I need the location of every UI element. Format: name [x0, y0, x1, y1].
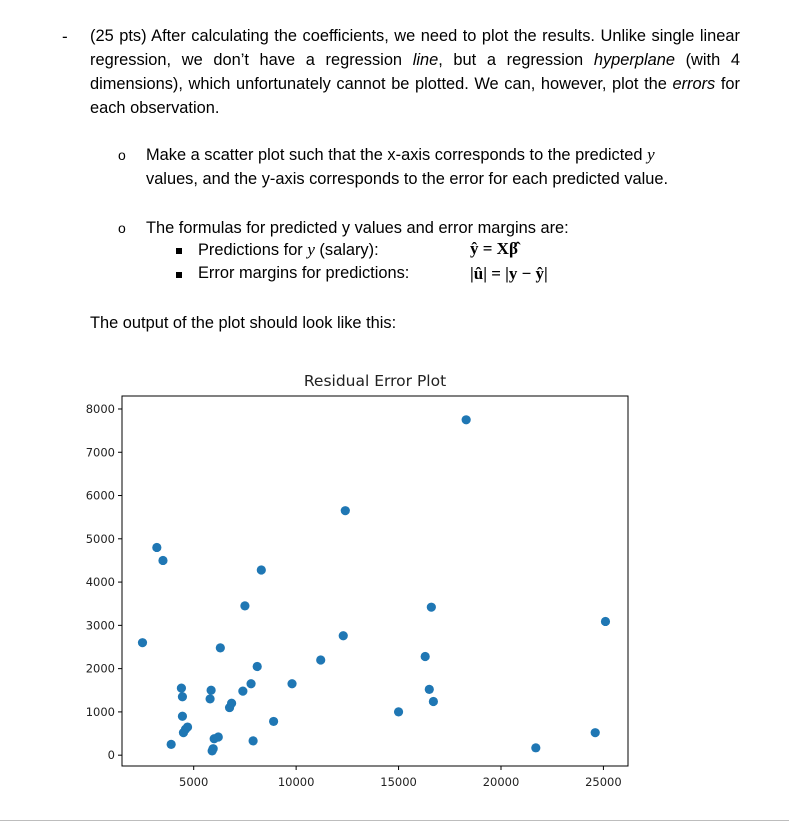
scatter-point — [287, 679, 296, 688]
prediction-label-text: Predictions for — [198, 241, 308, 259]
scatter-point — [421, 652, 430, 661]
output-description: The output of the plot should look like this: — [90, 314, 397, 332]
x-tick-label: 15000 — [380, 775, 417, 789]
scatter-point — [339, 631, 348, 640]
scatter-point — [257, 565, 266, 574]
scatter-point — [316, 655, 325, 664]
scatter-point — [601, 617, 610, 626]
scatter-point — [158, 556, 167, 565]
question-text-2: , but a regression — [438, 51, 594, 69]
question-italic-hyperplane: hyperplane — [593, 51, 675, 69]
instruction-scatter-var: y — [647, 145, 655, 164]
bottom-divider — [0, 820, 789, 821]
circle-bullet-1: o — [118, 147, 126, 163]
scatter-point — [591, 728, 600, 737]
question-paragraph — [90, 24, 740, 120]
instruction-scatter-text-a: Make a scatter plot such that the x-axis corresponds to the predicted — [146, 146, 648, 164]
y-tick-label: 2000 — [85, 661, 115, 676]
scatter-point — [462, 415, 471, 424]
scatter-point — [138, 638, 147, 647]
scatter-point — [341, 506, 350, 515]
scatter-point — [394, 707, 403, 716]
question-text-4: for each observation. — [90, 75, 740, 117]
prediction-formula: ŷ = Xβ̂ — [470, 239, 518, 258]
y-tick-label: 5000 — [85, 531, 115, 546]
scatter-point — [205, 694, 214, 703]
scatter-point — [178, 712, 187, 721]
scatter-point — [227, 699, 236, 708]
x-tick-label: 25000 — [585, 775, 622, 789]
residual-error-plot — [0, 360, 789, 805]
instruction-scatter-text-b: values, and the y-axis corresponds to the error for each predicted value. — [146, 170, 669, 188]
y-tick-label: 8000 — [85, 401, 115, 416]
instruction-formulas: The formulas for predicted y values and error margins are: — [146, 219, 569, 237]
scatter-point — [178, 692, 187, 701]
error-formula: |û| = |y − ŷ| — [470, 264, 548, 283]
scatter-point — [240, 601, 249, 610]
scatter-point — [429, 697, 438, 706]
scatter-point — [269, 717, 278, 726]
y-axis — [86, 402, 122, 762]
scatter-point — [216, 643, 225, 652]
y-tick-label: 1000 — [85, 704, 115, 719]
square-bullet-2 — [176, 272, 182, 278]
scatter-points — [138, 415, 610, 755]
scatter-point — [427, 603, 436, 612]
y-tick-label: 6000 — [85, 488, 115, 503]
x-tick-label: 10000 — [277, 775, 315, 789]
scatter-point — [177, 684, 186, 693]
question-italic-errors: errors — [672, 75, 716, 93]
circle-bullet-2: o — [118, 220, 126, 236]
error-label: Error margins for predictions: — [198, 264, 410, 282]
prediction-label-suffix: (salary): — [314, 241, 379, 259]
y-tick-label: 0 — [107, 748, 115, 763]
prediction-label — [198, 240, 379, 260]
scatter-point — [425, 685, 434, 694]
x-tick-label: 5000 — [179, 775, 209, 789]
scatter-point — [531, 743, 540, 752]
dash-bullet: - — [62, 27, 68, 46]
chart-title: Residual Error Plot — [303, 372, 447, 390]
question-points: (25 pts) — [90, 27, 147, 45]
scatter-point — [152, 543, 161, 552]
scatter-point — [214, 732, 223, 741]
scatter-point — [246, 679, 255, 688]
y-tick-label: 3000 — [85, 618, 115, 633]
question-italic-line: line — [412, 51, 439, 69]
y-tick-label: 7000 — [85, 445, 115, 460]
question-text-1: After calculating the coefficients, we need to plot the results. Unlike single linear regression, we don’t have a regression — [90, 27, 740, 69]
scatter-point — [249, 736, 258, 745]
scatter-point — [253, 662, 262, 671]
scatter-point — [238, 687, 247, 696]
square-bullet-1 — [176, 248, 182, 254]
instruction-scatter — [146, 143, 746, 191]
scatter-point — [167, 740, 176, 749]
scatter-point — [183, 722, 192, 731]
scatter-point — [209, 744, 218, 753]
plot-frame — [122, 396, 628, 766]
prediction-var: y — [307, 240, 315, 259]
y-tick-label: 4000 — [85, 575, 115, 590]
scatter-point — [207, 686, 216, 695]
question-text-3: (with 4 dimensions), which unfortunately cannot be plotted. We can, however, plot the — [90, 51, 740, 93]
x-tick-label: 20000 — [482, 775, 520, 789]
x-axis — [179, 766, 622, 789]
